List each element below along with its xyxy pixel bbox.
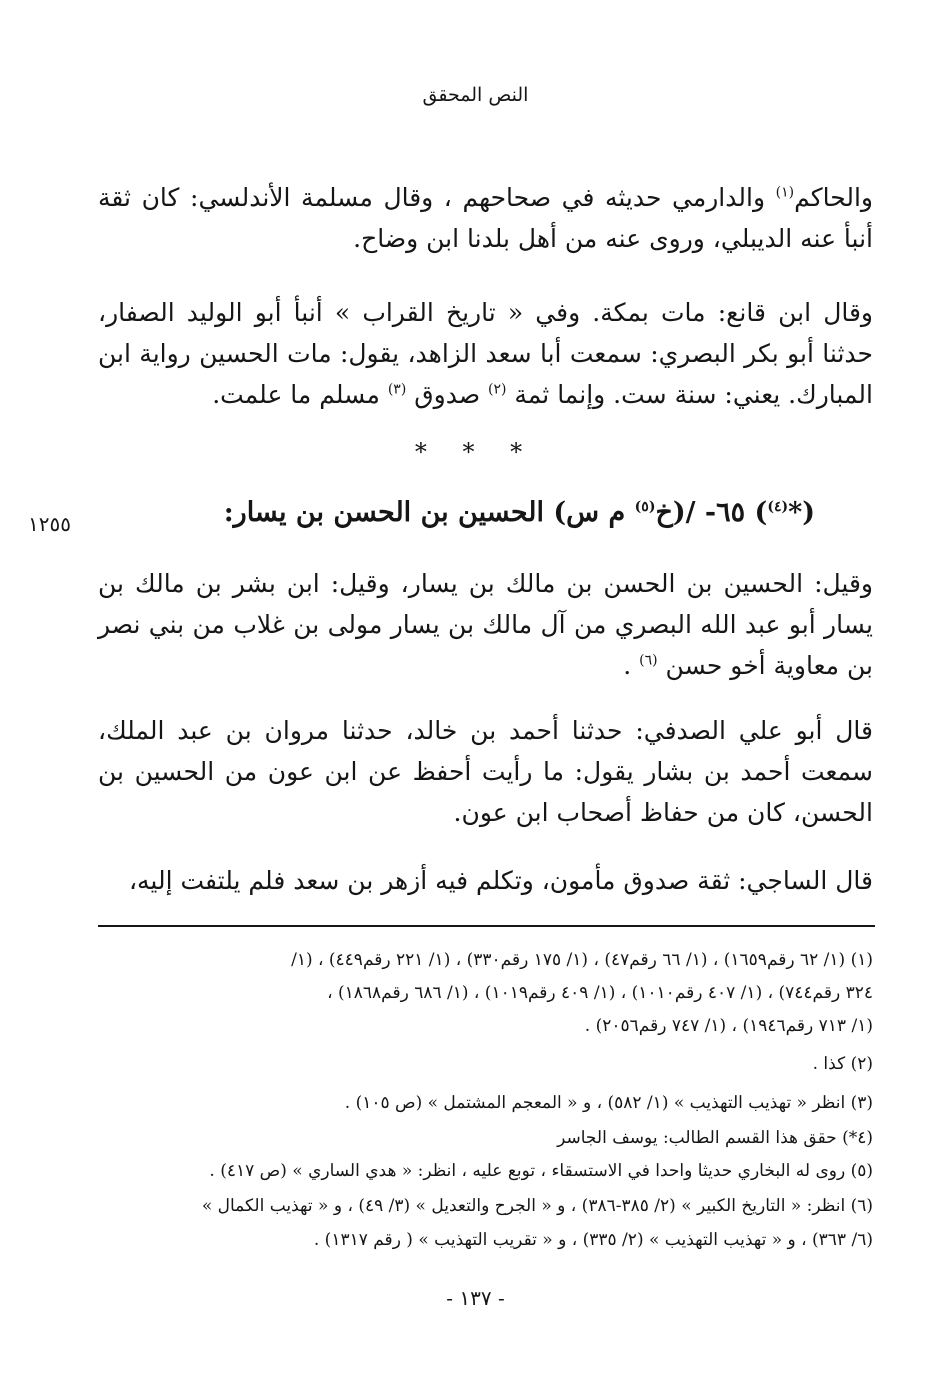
footnote-1-line-2: ٣٢٤ رقم٧٤٤) ، (١/ ٤٠٧ رقم١٠١٠) ، (١/ ٤٠٩ رقم١٠١٩) ، (١/ ٦٨٦ رقم١٨٦٨) ،: [327, 983, 873, 1003]
paragraph-3: [98, 563, 873, 686]
footnote-ref-1[interactable]: (١): [775, 184, 795, 201]
margin-folio-number: ١٢٥٥: [28, 512, 71, 536]
footnote-6-line-1: (٦) انظر: « التاريخ الكبير » (٢/ ٣٨٥-٣٨٦) ، و « الجرح والتعديل » (٣/ ٤٩) ، و « تهذيب الكمال »: [201, 1196, 873, 1216]
footnote-4: (٤*) حقق هذا القسم الطالب: يوسف الجاسر: [557, 1128, 873, 1148]
section-separator: * * *: [414, 438, 537, 466]
footnote-ref-2[interactable]: (٢): [488, 381, 507, 398]
running-header: النص المحقق: [422, 84, 529, 106]
footnote-ref-6[interactable]: (٦): [639, 652, 658, 669]
footnote-3: (٣) انظر « تهذيب التهذيب » (١/ ٥٨٢) ، و « المعجم المشتمل » (ص ١٠٥) .: [344, 1093, 873, 1113]
heading-text: (*: [788, 497, 815, 528]
footnote-5: (٥) روى له البخاري حديثا واحدا في الاستسقاء ، توبع عليه ، انظر: « هدي الساري » (ص ٤١٧) .: [209, 1161, 873, 1181]
paragraph-5: قال الساجي: ثقة صدوق مأمون، وتكلم فيه أزهر بن سعد فلم يلتفت إليه،: [128, 866, 873, 895]
footnote-divider: [98, 925, 875, 927]
footnote-6-line-2: (٦/ ٣٦٣) ، و « تهذيب التهذيب » (٢/ ٣٣٥) ، و « تقريب التهذيب » ( رقم ١٣١٧) .: [313, 1230, 873, 1250]
paragraph-text: والحاكم: [794, 183, 873, 212]
paragraph-text: وقال ابن قانع: مات بمكة. وفي « تاريخ القراب » أنبأ أبو الوليد الصفار، حدثنا أبو بكر البصري: سمعت أبا سعد الزاهد، يقول: مات الحسين رواية ابن المبارك. يعني: سنة ست. وإنما ثمة: [98, 298, 873, 409]
heading-text: ) ٦٥- /(خ: [655, 497, 768, 528]
footnote-ref-3[interactable]: (٣): [387, 381, 407, 398]
paragraph-text: والدارمي حديثه في صحاحهم ، وقال مسلمة الأندلسي: كان ثقة أنبأ عنه الديبلي، وروى عنه من أهل بلدنا ابن وضاح.: [98, 183, 873, 253]
page-number: - ١٣٧ -: [446, 1286, 505, 1310]
footnote-ref-5[interactable]: (٥): [634, 499, 656, 515]
paragraph-1: [98, 177, 873, 259]
paragraph-text: .: [623, 651, 640, 680]
footnote-ref-4[interactable]: (٤): [767, 499, 789, 515]
paragraph-text: مسلم ما علمت.: [212, 380, 388, 409]
footnote-2: (٢) كذا .: [812, 1054, 873, 1074]
heading-text: م س) الحسين بن الحسن بن يسار:: [223, 497, 635, 528]
paragraph-4: قال أبو علي الصدفي: حدثنا أحمد بن خالد، حدثنا مروان بن عبد الملك، سمعت أحمد بن بشار يقول: ما رأيت أحفظ عن ابن عون من الحسين بن الحسن، كان من حفاظ أصحاب ابن عون.: [98, 716, 873, 827]
paragraph-text: وقيل: الحسين بن الحسن بن مالك بن يسار، وقيل: ابن بشر بن مالك بن يسار أبو عبد الله البصري من آل مالك بن يسار مولى بن غلاب من بني نصر بن معاوية أخو حسن: [98, 569, 873, 680]
entry-heading: [215, 497, 815, 528]
paragraph-2: [98, 292, 873, 415]
footnote-1-line-3: (١/ ٧١٣ رقم١٩٤٦) ، (١/ ٧٤٧ رقم٢٠٥٦) .: [584, 1016, 873, 1036]
paragraph-text: صدوق: [406, 380, 489, 409]
footnote-1-line-1: (١) (١/ ٦٢ رقم١٦٥٩) ، (١/ ٦٦ رقم٤٧) ، (١/ ١٧٥ رقم٣٣٠) ، (١/ ٢٢١ رقم٤٤٩) ، (١/: [291, 950, 873, 970]
